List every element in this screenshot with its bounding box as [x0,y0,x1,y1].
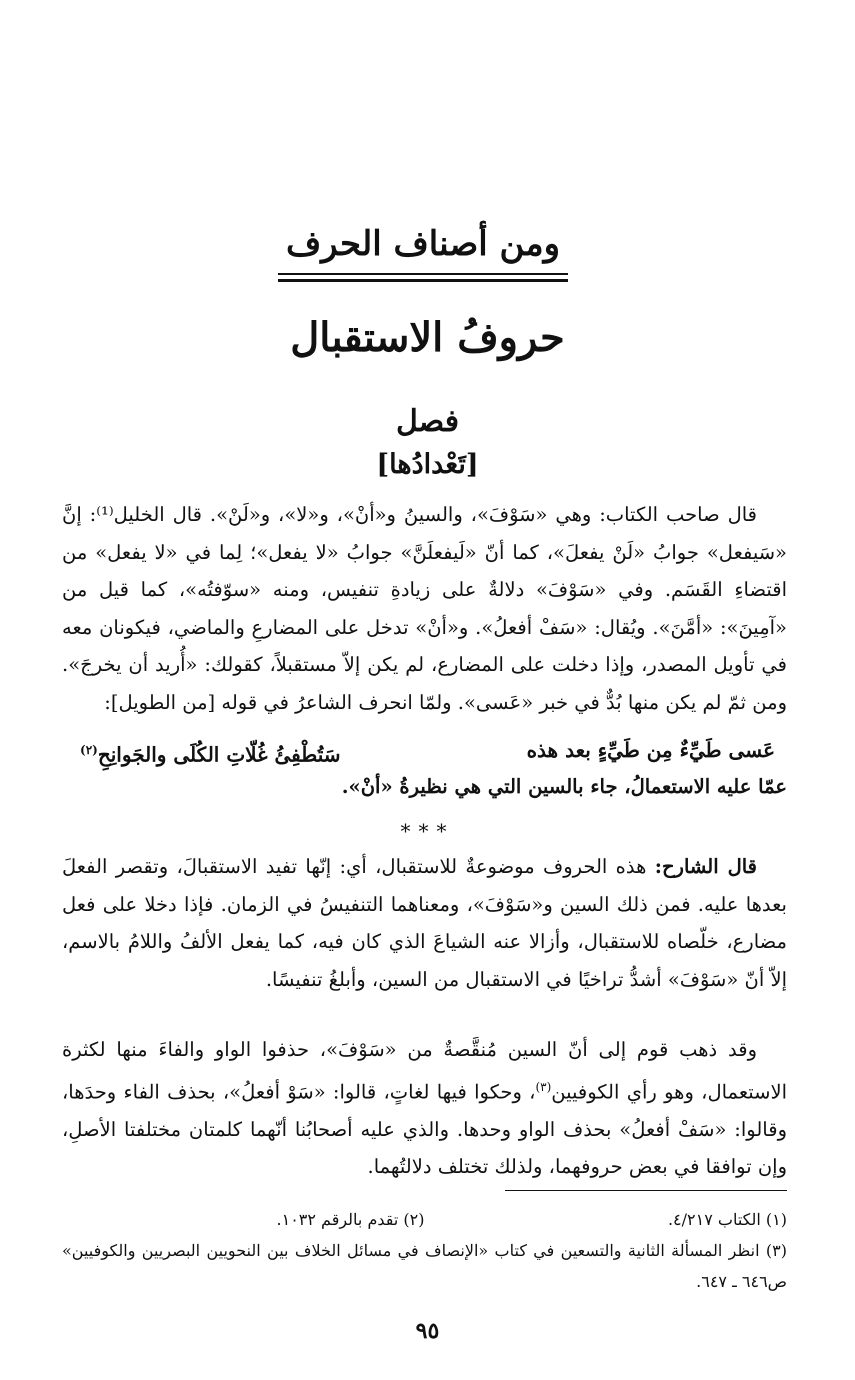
footnote-divider [505,1190,787,1191]
footnote-marker-3: (٣) [535,1079,552,1094]
footnote-1: (١) الكتاب ٤/٢١٧. [667,1210,787,1229]
footnote-3: (٣) انظر المسألة الثانية والتسعين في كتاب «الإنصاف في مسائل الخلاف بين النحويين البصريين والكوفيين» ص٦٤٦ ـ ٦٤٧. [62,1241,787,1291]
fasl-title: فصل [395,404,460,439]
heading-rule-thick [278,279,568,282]
commentary-paragraph-1-text: هذه الحروف موضوعةٌ للاستقبال، أي: إنّها تفيد الاستقبالَ، وتقصر الفعلَ بعدها عليه. فمن ذلك السين و«سَوْفَ»، ومعناهما التنفيسُ في الزمان. فإذا دخلا على فعل مضارع، خلّصاه للاستقبال، وأزالا عنه الشياعَ الذي كان فيه، كما يفعل الألفُ واللامُ بالاسم، إلاّ أنّ «سَوْفَ» أشدُّ تراخيًا في الاستقبال من السين، وأبلغُ تنفيسًا. [62,855,787,991]
commentary-text [62,848,787,998]
section-separator: *** [400,819,455,843]
commentary-text-2 [62,1031,787,1186]
author-paragraph: قال صاحب الكتاب: وهي «سَوْفَ»، والسينُ و«أنْ»، و«لا»، و«لَنْ». قال الخليل⁽¹⁾: إنَّ «سَيفعل» جوابُ «لَنْ يفعلَ»، كما أنّ «لَيفعلَنَّ» جوابُ «لا يفعل»؛ لِما في «لا يفعل» من اقتضاءِ القَسَم. وفي «سَوْفَ» دلالةٌ على زيادةِ تنفيس، ومنه «سوّفتُه»، كما قيل من «آمِينَ»: «أمَّنَ». ويُقال: «سَفْ أفعلُ». و«أنْ» تدخل على المضارعِ والماضي، فيكونان معه في تأويل المصدر، وإذا دخلت على المضارع، لم يكن إلاّ مستقبلاً، كقولك: «أُريد أن يخرجَ». ومن ثمّ لم يكن منها بُدٌّ في خبر «عَسى». ولمّا انحرف الشاعرُ في قوله [من الطويل]: [62,503,787,714]
footnote-row [62,1204,787,1235]
verse-continuation: عمّا عليه الاستعمالُ، جاء بالسين التي هي نظيرةُ «أنْ». [341,775,787,798]
commentary-paragraph-2 [62,1031,787,1186]
commentary-paragraph-2-part-b: ، وحكوا فيها لغاتٍ، قالوا: «سَوْ أفعلُ»، بحذف الفاء وحدَها، وقالوا: «سَفْ أفعلُ» بحذف الواو وحدها. والذي عليه أصحابُنا أنّهما كلمتان مختلفتا الأصلِ، وإن توافقا في بعض حروفهما، ولذلك تختلف دلالتُهما. [62,1080,787,1178]
commentary-paragraph-2-part-a: وقد ذهب قوم إلى أنّ السين مُنقَّصةٌ من «سَوْفَ»، حذفوا الواو والفاءَ منها لكثرة الاستعمال، وهو رأي الكوفيين [62,1038,787,1103]
commentary-label: قال الشارح: [654,855,758,878]
section-heading: ومن أصناف الحرف [285,224,561,264]
chapter-title: حروفُ الاستقبال [290,314,565,361]
page-number: ٩٥ [415,1318,440,1344]
verse-hemistich-2-text: سَتُطْفِئُ غُلّاتِ الكُلَى والجَوانِحِ [97,742,341,767]
author-text [62,496,787,721]
footnote-marker-2: (٢) [80,743,98,757]
footnote-2: (٢) تقدم بالرقم ١٠٣٢. [276,1210,425,1229]
verse-hemistich-1: عَسى طَيِّءٌ مِن طَيِّءٍ بعد هذه [526,738,775,762]
heading-rule-thin [278,273,568,275]
fasl-subtitle: [تَعْدادُها] [376,449,479,480]
commentary-paragraph-1 [62,848,787,998]
footnotes [62,1204,787,1297]
